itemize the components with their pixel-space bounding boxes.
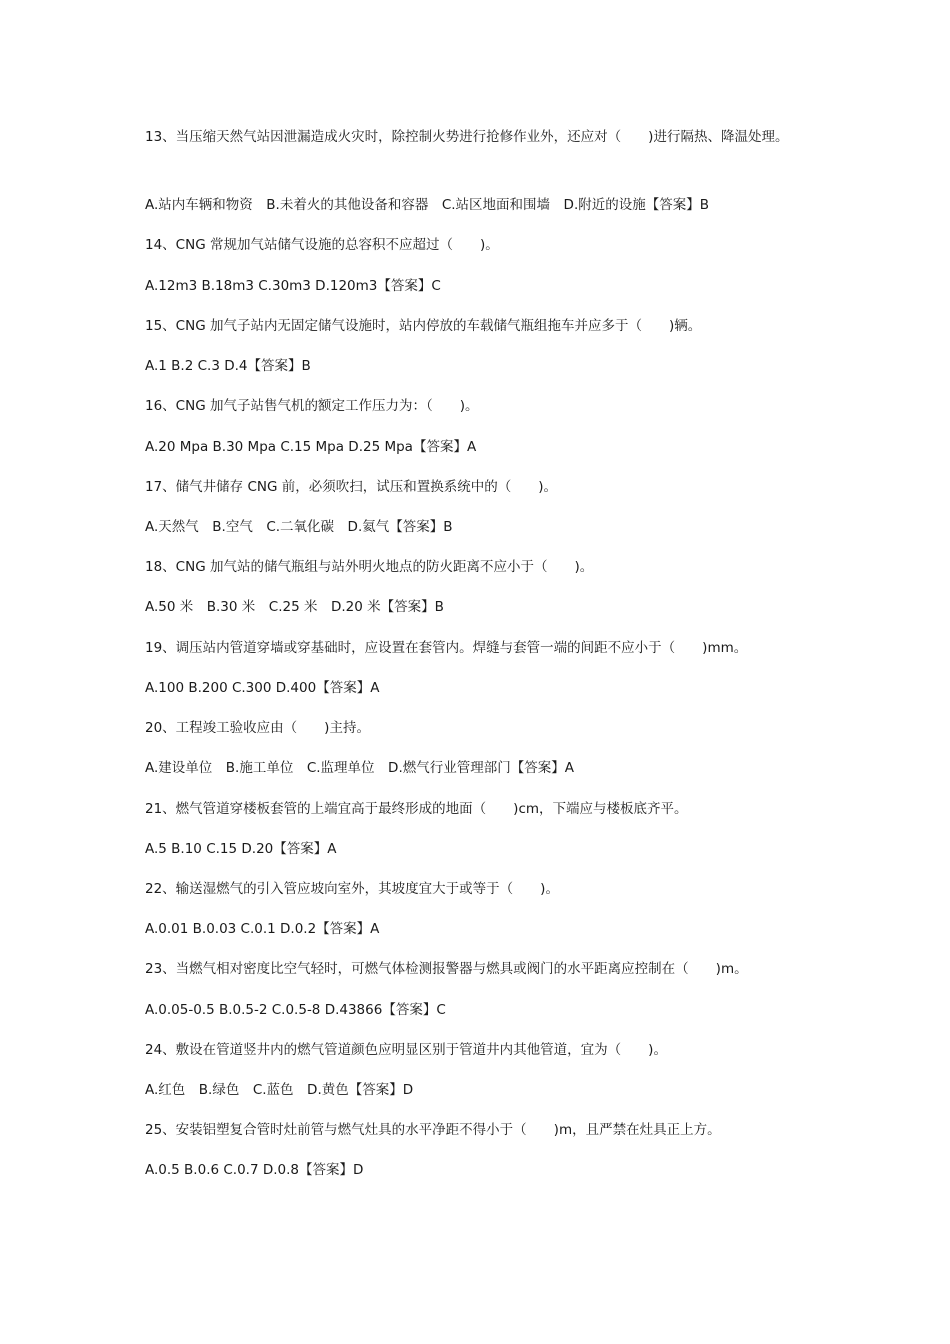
- question-20: 20、工程竣工验收应由（ )主持。: [145, 720, 370, 736]
- question-15: 15、CNG 加气子站内无固定储气设施时，站内停放的车载储气瓶组拖车并应多于（ )辆。: [145, 318, 702, 334]
- question-21: 21、燃气管道穿楼板套管的上端宜高于最终形成的地面（ )cm，下端应与楼板底齐平。: [145, 801, 688, 817]
- options-20: A.建设单位 B.施工单位 C.监理单位 D.燃气行业管理部门【答案】A: [145, 760, 574, 776]
- options-17: A.天然气 B.空气 C.二氧化碳 D.氦气【答案】B: [145, 519, 453, 535]
- question-23: 23、当燃气相对密度比空气轻时，可燃气体检测报警器与燃具或阀门的水平距离应控制在（ )m。: [145, 961, 748, 977]
- options-19: A.100 B.200 C.300 D.400【答案】A: [145, 680, 380, 696]
- options-14: A.12m3 B.18m3 C.30m3 D.120m3【答案】C: [145, 278, 441, 294]
- options-22: A.0.01 B.0.03 C.0.1 D.0.2【答案】A: [145, 921, 380, 937]
- options-15: A.1 B.2 C.3 D.4【答案】B: [145, 358, 311, 374]
- options-23: A.0.05-0.5 B.0.5-2 C.0.5-8 D.43866【答案】C: [145, 1002, 446, 1018]
- question-22: 22、输送湿燃气的引入管应坡向室外，其坡度宜大于或等于（ )。: [145, 881, 559, 897]
- options-24: A.红色 B.绿色 C.蓝色 D.黄色【答案】D: [145, 1082, 414, 1098]
- options-18: A.50 米 B.30 米 C.25 米 D.20 米【答案】B: [145, 599, 444, 615]
- options-16: A.20 Mpa B.30 Mpa C.15 Mpa D.25 Mpa【答案】A: [145, 439, 477, 455]
- question-25: 25、安装铝塑复合管时灶前管与燃气灶具的水平净距不得小于（ )m，且严禁在灶具正上方。: [145, 1122, 721, 1138]
- question-19: 19、调压站内管道穿墙或穿基础时，应设置在套管内。焊缝与套管一端的间距不应小于（ )mm。: [145, 640, 748, 656]
- options-25: A.0.5 B.0.6 C.0.7 D.0.8【答案】D: [145, 1162, 364, 1178]
- question-17: 17、储气井储存 CNG 前，必须吹扫，试压和置换系统中的（ )。: [145, 479, 558, 495]
- options-21: A.5 B.10 C.15 D.20【答案】A: [145, 841, 337, 857]
- question-24: 24、敷设在管道竖井内的燃气管道颜色应明显区别于管道井内其他管道，宜为（ )。: [145, 1042, 667, 1058]
- question-16: 16、CNG 加气子站售气机的额定工作压力为：（ )。: [145, 398, 479, 414]
- question-14: 14、CNG 常规加气站储气设施的总容积不应超过（ )。: [145, 237, 499, 253]
- question-13: 13、当压缩天然气站因泄漏造成火灾时，除控制火势进行抢修作业外，还应对（ )进行隔热、降温处理。: [145, 129, 789, 145]
- options-13: A.站内车辆和物资 B.未着火的其他设备和容器 C.站区地面和围墙 D.附近的设施【答案】B: [145, 197, 710, 213]
- question-18: 18、CNG 加气站的储气瓶组与站外明火地点的防火距离不应小于（ )。: [145, 559, 594, 575]
